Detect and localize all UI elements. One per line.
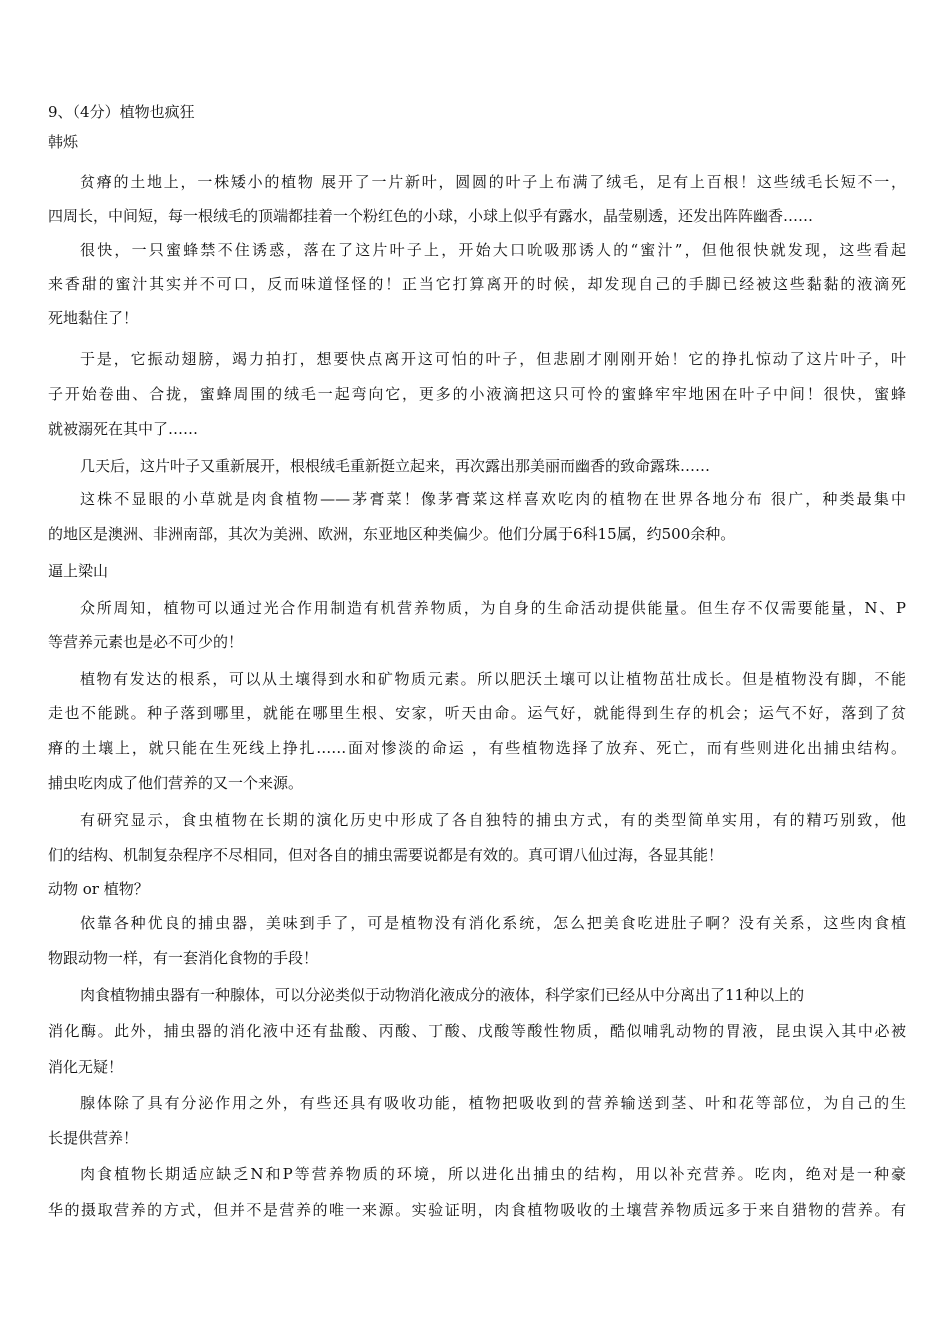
paragraph-line: 几天后，这片叶子又重新展开，根根绒毛重新挺立起来，再次露出那美丽而幽香的致命露珠…… bbox=[80, 457, 711, 475]
paragraph-line: 很快，一只蜜蜂禁不住诱惑，落在了这片叶子上，开始大口吮吸那诱人的“蜜汁”，但他很快就发现，这些看起 bbox=[80, 241, 906, 259]
paragraph-line: 等营养元素也是必不可少的！ bbox=[48, 633, 244, 651]
paragraph-line: 们的结构、机制复杂程序不尽相同，但对各自的捕虫需要说都是有效的。真可谓八仙过海，各显其能！ bbox=[48, 846, 724, 864]
paragraph-line: 植物有发达的根系，可以从土壤得到水和矿物质元素。所以肥沃土壤可以让植物茁壮成长。但是植物没有脚，不能 bbox=[80, 670, 906, 688]
paragraph-line: 物跟动物一样，有一套消化食物的手段！ bbox=[48, 949, 319, 967]
paragraph-line: 贫瘠的土地上，一株矮小的植物 展开了一片新叶，圆圆的叶子上布满了绒毛，足有上百根！这些绒毛长短不一， bbox=[80, 173, 906, 191]
paragraph-line: 消化酶。此外，捕虫器的消化液中还有盐酸、丙酸、丁酸、戊酸等酸性物质，酷似哺乳动物的胃液，昆虫误入其中必被 bbox=[48, 1022, 906, 1040]
paragraph-line: 瘠的土壤上，就只能在生死线上挣扎……面对惨淡的命运 ，有些植物选择了放弃、死亡，而有些则进化出捕虫结构。 bbox=[48, 739, 906, 757]
paragraph-line: 就被溺死在其中了…… bbox=[48, 420, 199, 438]
paragraph-line: 的地区是澳洲、非洲南部，其次为美洲、欧洲，东亚地区种类偏少。他们分属于6科15属，约500余种。 bbox=[48, 525, 736, 543]
paragraph-line: 华的摄取营养的方式，但并不是营养的唯一来源。实验证明，肉食植物吸收的土壤营养物质远多于来自猎物的营养。有 bbox=[48, 1201, 906, 1219]
section-heading: 动物 or 植物？ bbox=[48, 880, 149, 898]
paragraph-line: 死地黏住了！ bbox=[48, 309, 139, 327]
paragraph-line: 子开始卷曲、合拢，蜜蜂周围的绒毛一起弯向它，更多的小液滴把这只可怜的蜜蜂牢牢地困在叶子中间！很快，蜜蜂 bbox=[48, 385, 906, 403]
paragraph-line: 有研究显示，食虫植物在长期的演化历史中形成了各自独特的捕虫方式，有的类型简单实用，有的精巧别致，他 bbox=[80, 811, 906, 829]
paragraph-line: 腺体除了具有分泌作用之外，有些还具有吸收功能，植物把吸收到的营养输送到茎、叶和花等部位，为自己的生 bbox=[80, 1094, 906, 1112]
paragraph-line: 这株不显眼的小草就是肉食植物——茅膏菜！像茅膏菜这样喜欢吃肉的植物在世界各地分布 很广，种类最集中 bbox=[80, 490, 906, 508]
paragraph-line: 肉食植物长期适应缺乏N和P等营养物质的环境，所以进化出捕虫的结构，用以补充营养。吃肉，绝对是一种豪 bbox=[80, 1165, 906, 1183]
paragraph-line: 消化无疑！ bbox=[48, 1058, 124, 1076]
paragraph-line: 肉食植物捕虫器有一种腺体，可以分泌类似于动物消化液成分的液体，科学家们已经从中分离出了11种以上的 bbox=[80, 986, 805, 1004]
author-name: 韩烁 bbox=[48, 133, 79, 151]
paragraph-line: 来香甜的蜜汁其实并不可口，反而味道怪怪的！正当它打算离开的时候，却发现自己的手脚已经被这些黏黏的液滴死 bbox=[48, 275, 906, 293]
paragraph-line: 长提供营养！ bbox=[48, 1129, 139, 1147]
paragraph-line: 四周长，中间短，每一根绒毛的顶端都挂着一个粉红色的小球，小球上似乎有露水，晶莹剔透，还发出阵阵幽香…… bbox=[48, 207, 814, 225]
section-heading: 逼上梁山 bbox=[48, 562, 109, 580]
paragraph-line: 依靠各种优良的捕虫器，美味到手了，可是植物没有消化系统，怎么把美食吃进肚子啊？没有关系，这些肉食植 bbox=[80, 914, 906, 932]
paragraph-line: 走也不能跳。种子落到哪里，就能在哪里生根、安家，听天由命。运气好，就能得到生存的机会；运气不好，落到了贫 bbox=[48, 704, 906, 722]
question-title: 9、（4分）植物也疯狂 bbox=[48, 103, 195, 121]
paragraph-line: 于是，它振动翅膀，竭力拍打，想要快点离开这可怕的叶子，但悲剧才刚刚开始！它的挣扎惊动了这片叶子，叶 bbox=[80, 350, 906, 368]
paragraph-line: 众所周知，植物可以通过光合作用制造有机营养物质，为自身的生命活动提供能量。但生存不仅需要能量，N、P bbox=[80, 599, 906, 617]
paragraph-line: 捕虫吃肉成了他们营养的又一个来源。 bbox=[48, 774, 304, 792]
